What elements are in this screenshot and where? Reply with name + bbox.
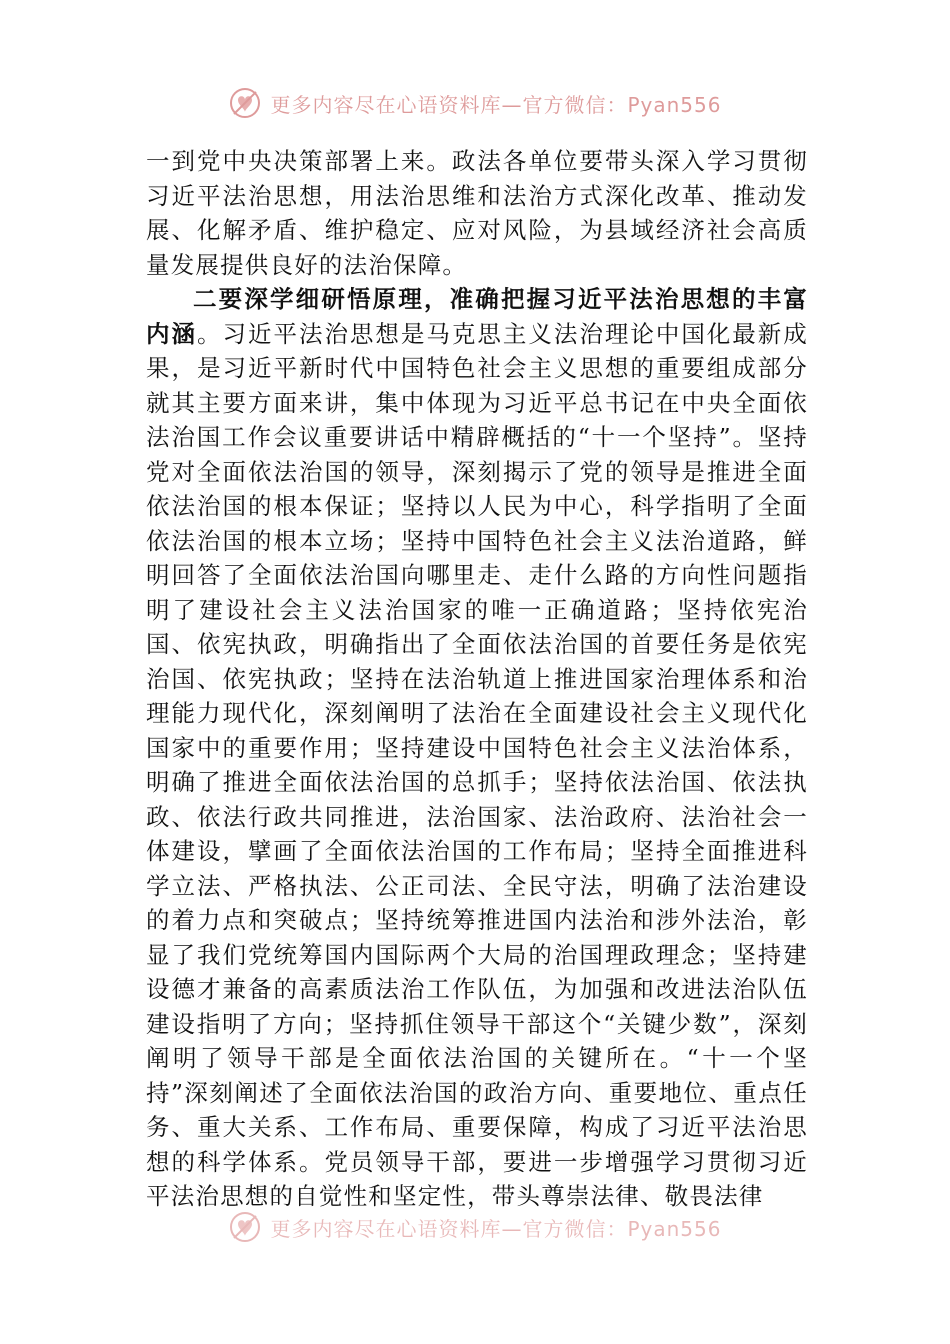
- paragraph-continuation: 一到党中央决策部署上来。政法各单位要带头深入学习贯彻习近平法治思想，用法治思维和法治方式深化改革、推动发展、化解矛盾、维护稳定、应对风险，为县域经济社会高质量发展提供良好的法治保障。: [146, 147, 808, 279]
- watermark-header-text: 更多内容尽在心语资料库—官方微信：Pyan556: [270, 92, 722, 117]
- watermark-header: [0, 86, 950, 120]
- paragraph-section-two: [146, 282, 808, 1214]
- heart-logo-icon: [228, 86, 262, 120]
- watermark-footer: [0, 1210, 950, 1244]
- section-two-heading: 二要深学细研悟原理，准确把握习近平法治思想的丰富内涵: [146, 285, 808, 348]
- document-body: [146, 144, 808, 1214]
- watermark-footer-text: 更多内容尽在心语资料库—官方微信：Pyan556: [270, 1216, 722, 1241]
- heart-logo-icon: [228, 1210, 262, 1244]
- section-two-body: 。习近平法治思想是马克思主义法治理论中国化最新成果，是习近平新时代中国特色社会主义思想的重要组成部分就其主要方面来讲，集中体现为习近平总书记在中央全面依法治国工作会议重要讲话中精辟概括的“十一个坚持”。坚持党对全面依法治国的领导，深刻揭示了党的领导是推进全面依法治国的根本保证；坚持以人民为中心，科学指明了全面依法治国的根本立场；坚持中国特色社会主义法治道路，鲜明回答了全面依法治国向哪里走、走什么路的方向性问题指明了建设社会主义法治国家的唯一正确道路；坚持依宪治国、依宪执政，明确指出了全面依法治国的首要任务是依宪治国、依宪执政；坚持在法治轨道上推进国家治理体系和治理能力现代化，深刻阐明了法治在全面建设社会主义现代化国家中的重要作用；坚持建设中国特色社会主义法治体系，明确了推进全面依法治国的总抓手；坚持依法治国、依法执政、依法行政共同推进，法治国家、法治政府、法治社会一体建设，擘画了全面依法治国的工作布局；坚持全面推进科学立法、严格执法、公正司法、全民守法，明确了法治建设的着力点和突破点；坚持统筹推进国内法治和涉外法治，彰显了我们党统筹国内国际两个大局的治国理政理念；坚持建设德才兼备的高素质法治工作队伍，为加强和改进法治队伍建设指明了方向；坚持抓住领导干部这个“关键少数”，深刻阐明了领导干部是全面依法治国的关键所在。“十一个坚持”深刻阐述了全面依法治国的政治方向、重要地位、重点任务、重大关系、工作布局、重要保障，构成了习近平法治思想的科学体系。党员领导干部，要进一步增强学习贯彻习近平法治思想的自觉性和坚定性，带头尊崇法律、敬畏法律: [146, 319, 808, 1210]
